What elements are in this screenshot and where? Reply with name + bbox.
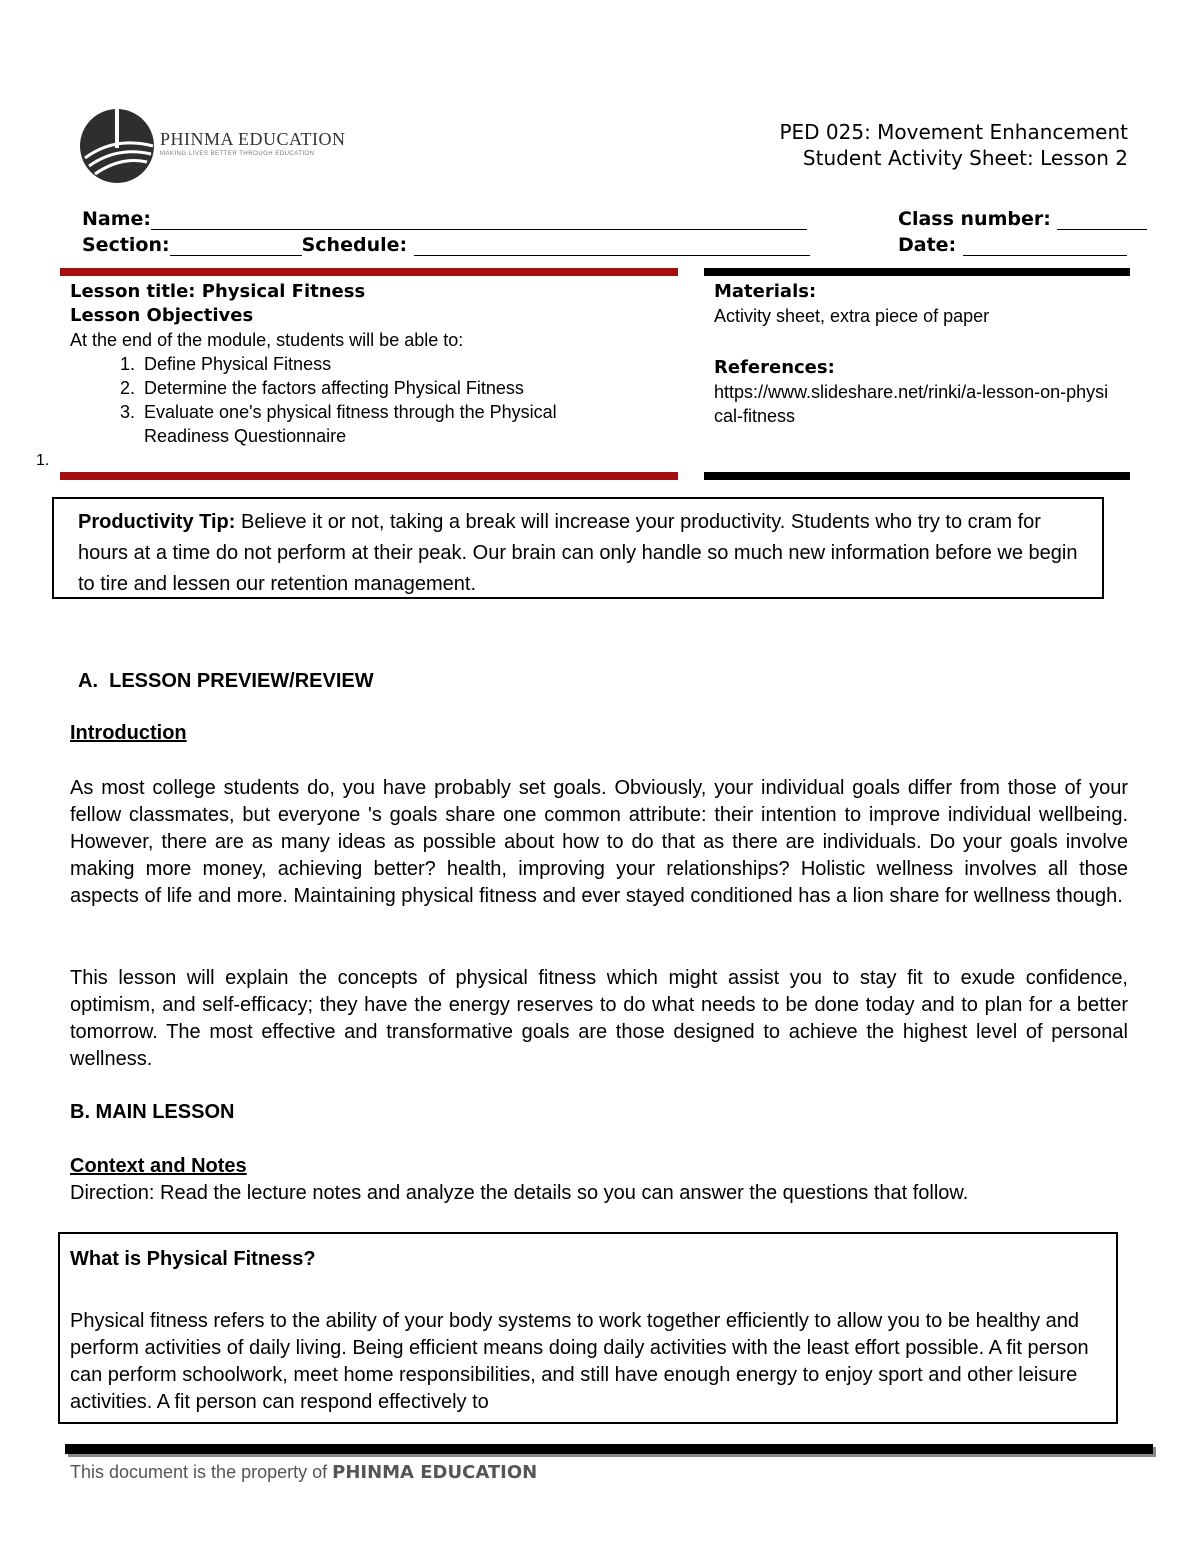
class-number-line[interactable] [1057,211,1147,230]
objective-item: 3. Evaluate one's physical fitness through the Physical Readiness Questionnaire [140,400,624,448]
schedule-label: Schedule: [301,234,408,256]
top-black-rule [704,268,1130,276]
objective-item: 1. Define Physical Fitness [140,352,670,376]
lesson-title: Lesson title: Physical Fitness [70,281,366,302]
materials-heading: Materials: [714,281,817,302]
fitness-heading: What is Physical Fitness? [70,1248,316,1270]
intro-paragraph-1: As most college students do, you have probably set goals. Obviously, your individual goals differ from those of your fellow classmates, but everyone 's goals share one common attribute: their intention to improve individual wellbeing. However, there are as many ideas as possible about how to do that as there are individuals. Do your goals involve making more money, achieving better? health, improving your relationships? Holistic wellness involves all those aspects of life and more. Maintaining physical fitness and ever stayed conditioned has a lion share for wellness though. [70,777,1128,907]
lesson-info [70,280,670,448]
section-a-title: LESSON PREVIEW/REVIEW [109,670,374,692]
stray-list-marker: 1. [36,452,50,469]
introduction-heading: Introduction [70,722,187,744]
references-heading: References: [714,357,835,378]
productivity-tip-box [52,497,1104,599]
name-line[interactable] [151,211,807,230]
schedule-line[interactable] [414,237,810,256]
bottom-black-rule [704,472,1130,480]
intro-paragraph-2: This lesson will explain the concepts of physical fitness which might assist you to stay fit to exude confidence, optimism, and self-efficacy; they have the energy reserves to do what needs to be done today and to plan for a better tomorrow. The most effective and transformative goals are those designed to achieve the highest level of personal wellness. [70,967,1128,1070]
footer-rule [65,1444,1153,1454]
logo-name: PHINMA EDUCATION [160,129,346,149]
objectives-heading: Lesson Objectives [70,305,254,326]
date-line[interactable] [963,237,1127,256]
materials-info [714,280,1114,428]
footer-text [70,1462,537,1483]
footer-prefix: This document is the property of [70,1462,333,1482]
top-red-rule [60,268,678,276]
section-schedule-field [82,234,810,256]
reference-link[interactable]: https://www.slideshare.net/rinki/a-lesson-on-physical-fitness [714,382,1109,426]
objective-item: 2. Determine the factors affecting Physical Fitness [140,376,670,400]
footer-owner: PHINMA EDUCATION [332,1462,538,1483]
class-number-label: Class number: [898,208,1051,230]
date-label: Date: [898,234,957,256]
logo-tagline: MAKING LIVES BETTER THROUGH EDUCATION [160,151,315,157]
section-label: Section: [82,234,170,256]
class-number-field [898,208,1147,230]
materials-text: Activity sheet, extra piece of paper [714,306,990,326]
section-a-letter: A. [78,670,98,692]
fitness-text: Physical fitness refers to the ability of your body systems to work together efficiently to allow you to be healthy and perform activities of daily living. Being efficient means doing daily activities with the least effort possible. A fit person can perform schoolwork, meet home responsibilities, and still have enough energy to enjoy sport and other leisure activities. A fit person can respond effectively to [70,1310,1089,1413]
section-b-heading: B. MAIN LESSON [70,1101,235,1123]
date-field [898,234,1127,256]
tip-text: Believe it or not, taking a break will increase your productivity. Students who try to cram for hours at a time do not perform at their peak. Our brain can only handle so much new information before we begin to tire and lessen our retention management. [78,511,1078,595]
objectives-list [70,352,670,448]
tip-label: Productivity Tip: [78,511,236,533]
bottom-red-rule [60,472,678,480]
course-title: PED 025: Movement Enhancement [779,120,1128,144]
sheet-title: Student Activity Sheet: Lesson 2 [802,146,1128,170]
section-line[interactable] [170,237,302,256]
name-field [82,208,807,230]
objectives-intro: At the end of the module, students will be able to: [70,330,464,350]
context-heading: Context and Notes [70,1155,247,1177]
direction-text: Direction: Read the lecture notes and analyze the details so you can answer the questions that follow. [70,1182,969,1204]
section-a-heading [78,670,374,693]
name-label: Name: [82,208,152,230]
physical-fitness-box [58,1232,1118,1424]
